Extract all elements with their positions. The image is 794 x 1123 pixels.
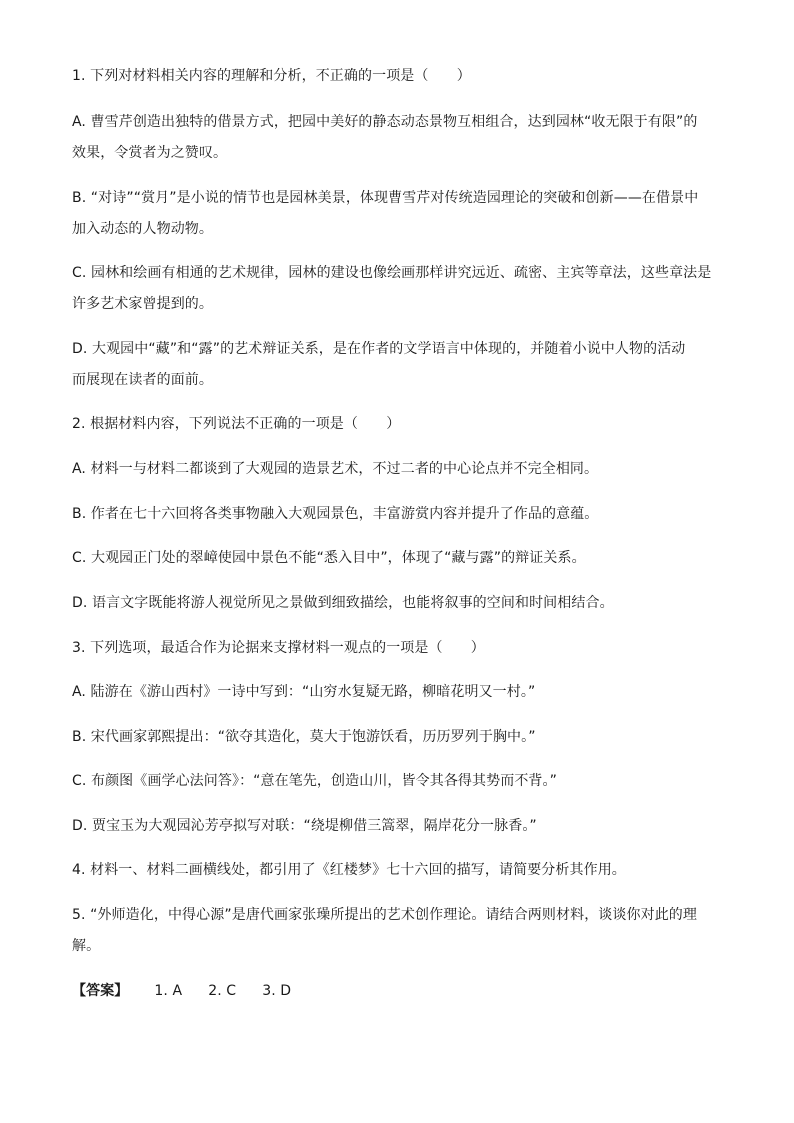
question-2-option-d: D. 语言文字既能将游人视觉所见之景做到细致描绘，也能将叙事的空间和时间相结合。 [72, 595, 614, 611]
question-5-stem-cont: 解。 [72, 938, 101, 954]
question-2-stem: 2. 根据材料内容，下列说法不正确的一项是（ ） [72, 416, 401, 432]
answer-line [72, 981, 732, 1001]
question-2-option-b: B. 作者在七十六回将各类事物融入大观园景色，丰富游赏内容并提升了作品的意蕴。 [72, 506, 599, 522]
question-2-option-c: C. 大观园正门处的翠嶂使园中景色不能“悉入目中”，体现了“藏与露”的辩证关系。 [72, 550, 586, 566]
question-3-option-c: C. 布颜图《画学心法问答》：“意在笔先，创造山川，皆令其各得其势而不背。” [72, 773, 557, 789]
question-1-option-a: A. 曹雪芹创造出独特的借景方式，把园中美好的静态动态景物互相组合，达到园林“收无限于有限”的 [72, 114, 698, 130]
question-3-option-a: A. 陆游在《游山西村》一诗中写到：“山穷水复疑无路，柳暗花明又一村。” [72, 684, 536, 700]
question-3-option-d: D. 贾宝玉为大观园沁芳亭拟写对联：“绕堤柳借三篙翠，隔岸花分一脉香。” [72, 818, 537, 834]
question-1-option-c: C. 园林和绘画有相通的艺术规律，园林的建设也像绘画那样讲究远近、疏密、主宾等章法，这些章法是 [72, 265, 712, 281]
question-1-option-b-cont: 加入动态的人物动物。 [72, 221, 213, 237]
question-2-option-a: A. 材料一与材料二都谈到了大观园的造景艺术，不过二者的中心论点并不完全相同。 [72, 461, 599, 477]
question-1-option-d: D. 大观园中“藏”和“露”的艺术辩证关系，是在作者的文学语言中体现的，并随着小说中人物的活动 [72, 341, 686, 357]
question-1-stem: 1. 下列对材料相关内容的理解和分析，不正确的一项是（ ） [72, 68, 471, 84]
answer-item-2: 2. C [208, 983, 237, 999]
question-3-option-b: B. 宋代画家郭熙提出：“欲夺其造化，莫大于饱游饫看，历历罗列于胸中。” [72, 729, 536, 745]
answer-item-3: 3. D [262, 983, 292, 999]
question-5-stem: 5. “外师造化，中得心源”是唐代画家张璪所提出的艺术创作理论。请结合两则材料，谈谈你对此的理 [72, 907, 698, 923]
question-1-option-d-cont: 而展现在读者的面前。 [72, 372, 213, 388]
question-1-option-a-cont: 效果，令赏者为之赞叹。 [72, 145, 228, 161]
question-1-option-c-cont: 许多艺术家曾提到的。 [72, 296, 213, 312]
answer-tag: 【答案】 [72, 983, 129, 999]
question-1-option-b: B. “对诗”“赏月”是小说的情节也是园林美景，体现曹雪芹对传统造园理论的突破和创新——在借景中 [72, 190, 699, 206]
question-3-stem: 3. 下列选项，最适合作为论据来支撑材料一观点的一项是（ ） [72, 640, 485, 656]
answer-item-1: 1. A [154, 983, 183, 999]
question-4-stem: 4. 材料一、材料二画横线处，都引用了《红楼梦》七十六回的描写，请简要分析其作用。 [72, 862, 626, 878]
